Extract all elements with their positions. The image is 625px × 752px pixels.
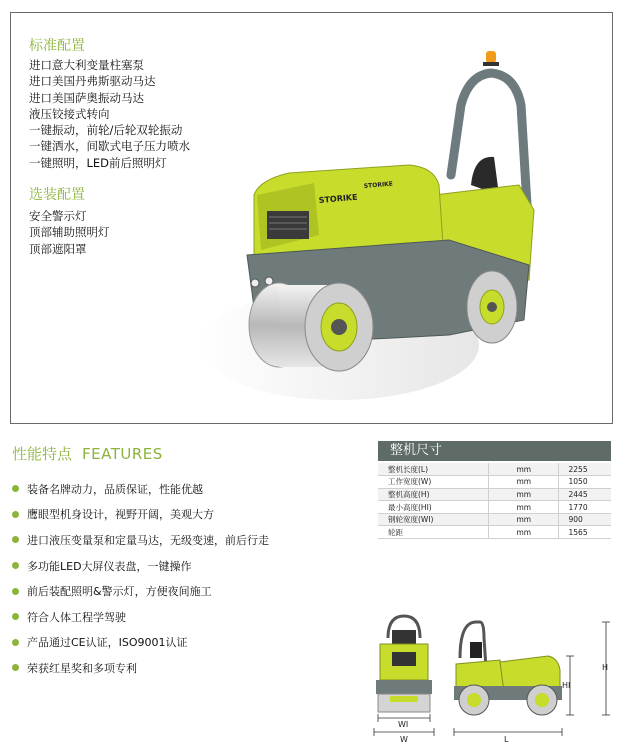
brand-label: STORIKE xyxy=(318,192,358,205)
side-view-diagram xyxy=(440,608,620,746)
dimensions-title: 整机尺寸 xyxy=(378,441,611,461)
road-roller-image xyxy=(199,45,544,415)
feature-item xyxy=(12,553,269,579)
dim-name: 整机高度(H) xyxy=(378,488,488,501)
features-title-en: FEATURES xyxy=(82,445,163,463)
bullet-dot-icon xyxy=(12,664,19,671)
standard-config-item: 进口美国丹弗斯驱动马达 xyxy=(29,74,156,89)
bullet-dot-icon xyxy=(12,639,19,646)
dim-value: 2255 xyxy=(558,463,611,476)
table-row xyxy=(378,513,611,526)
table-row xyxy=(378,526,611,539)
standard-config-item: 一键振动，前轮/后轮双轮振动 xyxy=(29,123,183,138)
feature-item xyxy=(12,604,269,630)
hi-dimension-label: HI xyxy=(562,681,571,690)
optional-config-item: 安全警示灯 xyxy=(29,209,87,223)
dim-unit: mm xyxy=(488,476,558,489)
dim-name: 轮距 xyxy=(378,526,488,539)
dimensions-table xyxy=(378,463,611,539)
feature-item xyxy=(12,476,269,502)
features-title xyxy=(12,443,163,464)
wi-dimension-label: WI xyxy=(398,720,409,729)
feature-text: 多功能LED大屏仪表盘，一键操作 xyxy=(27,559,192,573)
bullet-dot-icon xyxy=(12,588,19,595)
feature-text: 鹰眼型机身设计，视野开阔，美观大方 xyxy=(27,508,214,522)
dim-unit: mm xyxy=(488,513,558,526)
dim-name: 整机长度(L) xyxy=(378,463,488,476)
standard-config-item: 一键照明，LED前后照明灯 xyxy=(29,155,167,170)
feature-text: 符合人体工程学驾驶 xyxy=(27,610,126,624)
feature-text: 荣获红星奖和多项专利 xyxy=(27,661,137,675)
bullet-dot-icon xyxy=(12,485,19,492)
feature-text: 前后装配照明&警示灯，方便夜间施工 xyxy=(27,585,212,599)
brand-label-side: STORIKE xyxy=(363,180,394,190)
feature-text: 产品通过CE认证，ISO9001认证 xyxy=(27,636,188,650)
feature-item xyxy=(12,502,269,528)
feature-item xyxy=(12,578,269,604)
feature-text: 装备名牌动力，品质保证，性能优越 xyxy=(27,482,203,496)
dim-unit: mm xyxy=(488,463,558,476)
feature-item xyxy=(12,527,269,553)
feature-item xyxy=(12,655,269,681)
feature-item xyxy=(12,630,269,656)
optional-config-item: 顶部辅助照明灯 xyxy=(29,225,110,240)
optional-config-item: 顶部遮阳罩 xyxy=(29,241,87,256)
dim-value: 1565 xyxy=(558,526,611,539)
dim-unit: mm xyxy=(488,488,558,501)
bullet-dot-icon xyxy=(12,562,19,569)
optional-config-list xyxy=(29,208,110,257)
dim-value: 1050 xyxy=(558,476,611,489)
dim-name: 最小高度(HI) xyxy=(378,501,488,514)
features-list xyxy=(12,476,269,681)
feature-text: 进口液压变量泵和定量马达，无级变速，前后行走 xyxy=(27,533,269,547)
bullet-dot-icon xyxy=(12,511,19,518)
dim-name: 工作宽度(W) xyxy=(378,476,488,489)
table-row xyxy=(378,501,611,514)
bullet-dot-icon xyxy=(12,613,19,620)
dim-unit: mm xyxy=(488,526,558,539)
front-view-diagram xyxy=(366,608,442,746)
standard-config-item: 液压铰接式转向 xyxy=(29,106,110,121)
dim-value: 1770 xyxy=(558,501,611,514)
product-panel xyxy=(10,12,613,424)
bullet-dot-icon xyxy=(12,536,19,543)
standard-config-title: 标准配置 xyxy=(29,38,85,54)
standard-config-list xyxy=(29,57,190,171)
dim-name: 钢轮宽度(WI) xyxy=(378,513,488,526)
standard-config-item: 进口美国萨奥振动马达 xyxy=(29,90,144,105)
dim-unit: mm xyxy=(488,501,558,514)
table-row xyxy=(378,488,611,501)
optional-config-title: 选装配置 xyxy=(29,187,85,203)
standard-config-item: 进口意大利变量柱塞泵 xyxy=(29,58,144,72)
dim-value: 2445 xyxy=(558,488,611,501)
w-dimension-label: W xyxy=(400,735,408,744)
table-row xyxy=(378,476,611,489)
features-title-cn: 性能特点 xyxy=(12,445,73,463)
table-row xyxy=(378,463,611,476)
dim-value: 900 xyxy=(558,513,611,526)
l-dimension-label: L xyxy=(504,735,509,744)
standard-config-item: 一键洒水，间歇式电子压力喷水 xyxy=(29,139,190,154)
h-dimension-label: H xyxy=(602,663,609,672)
